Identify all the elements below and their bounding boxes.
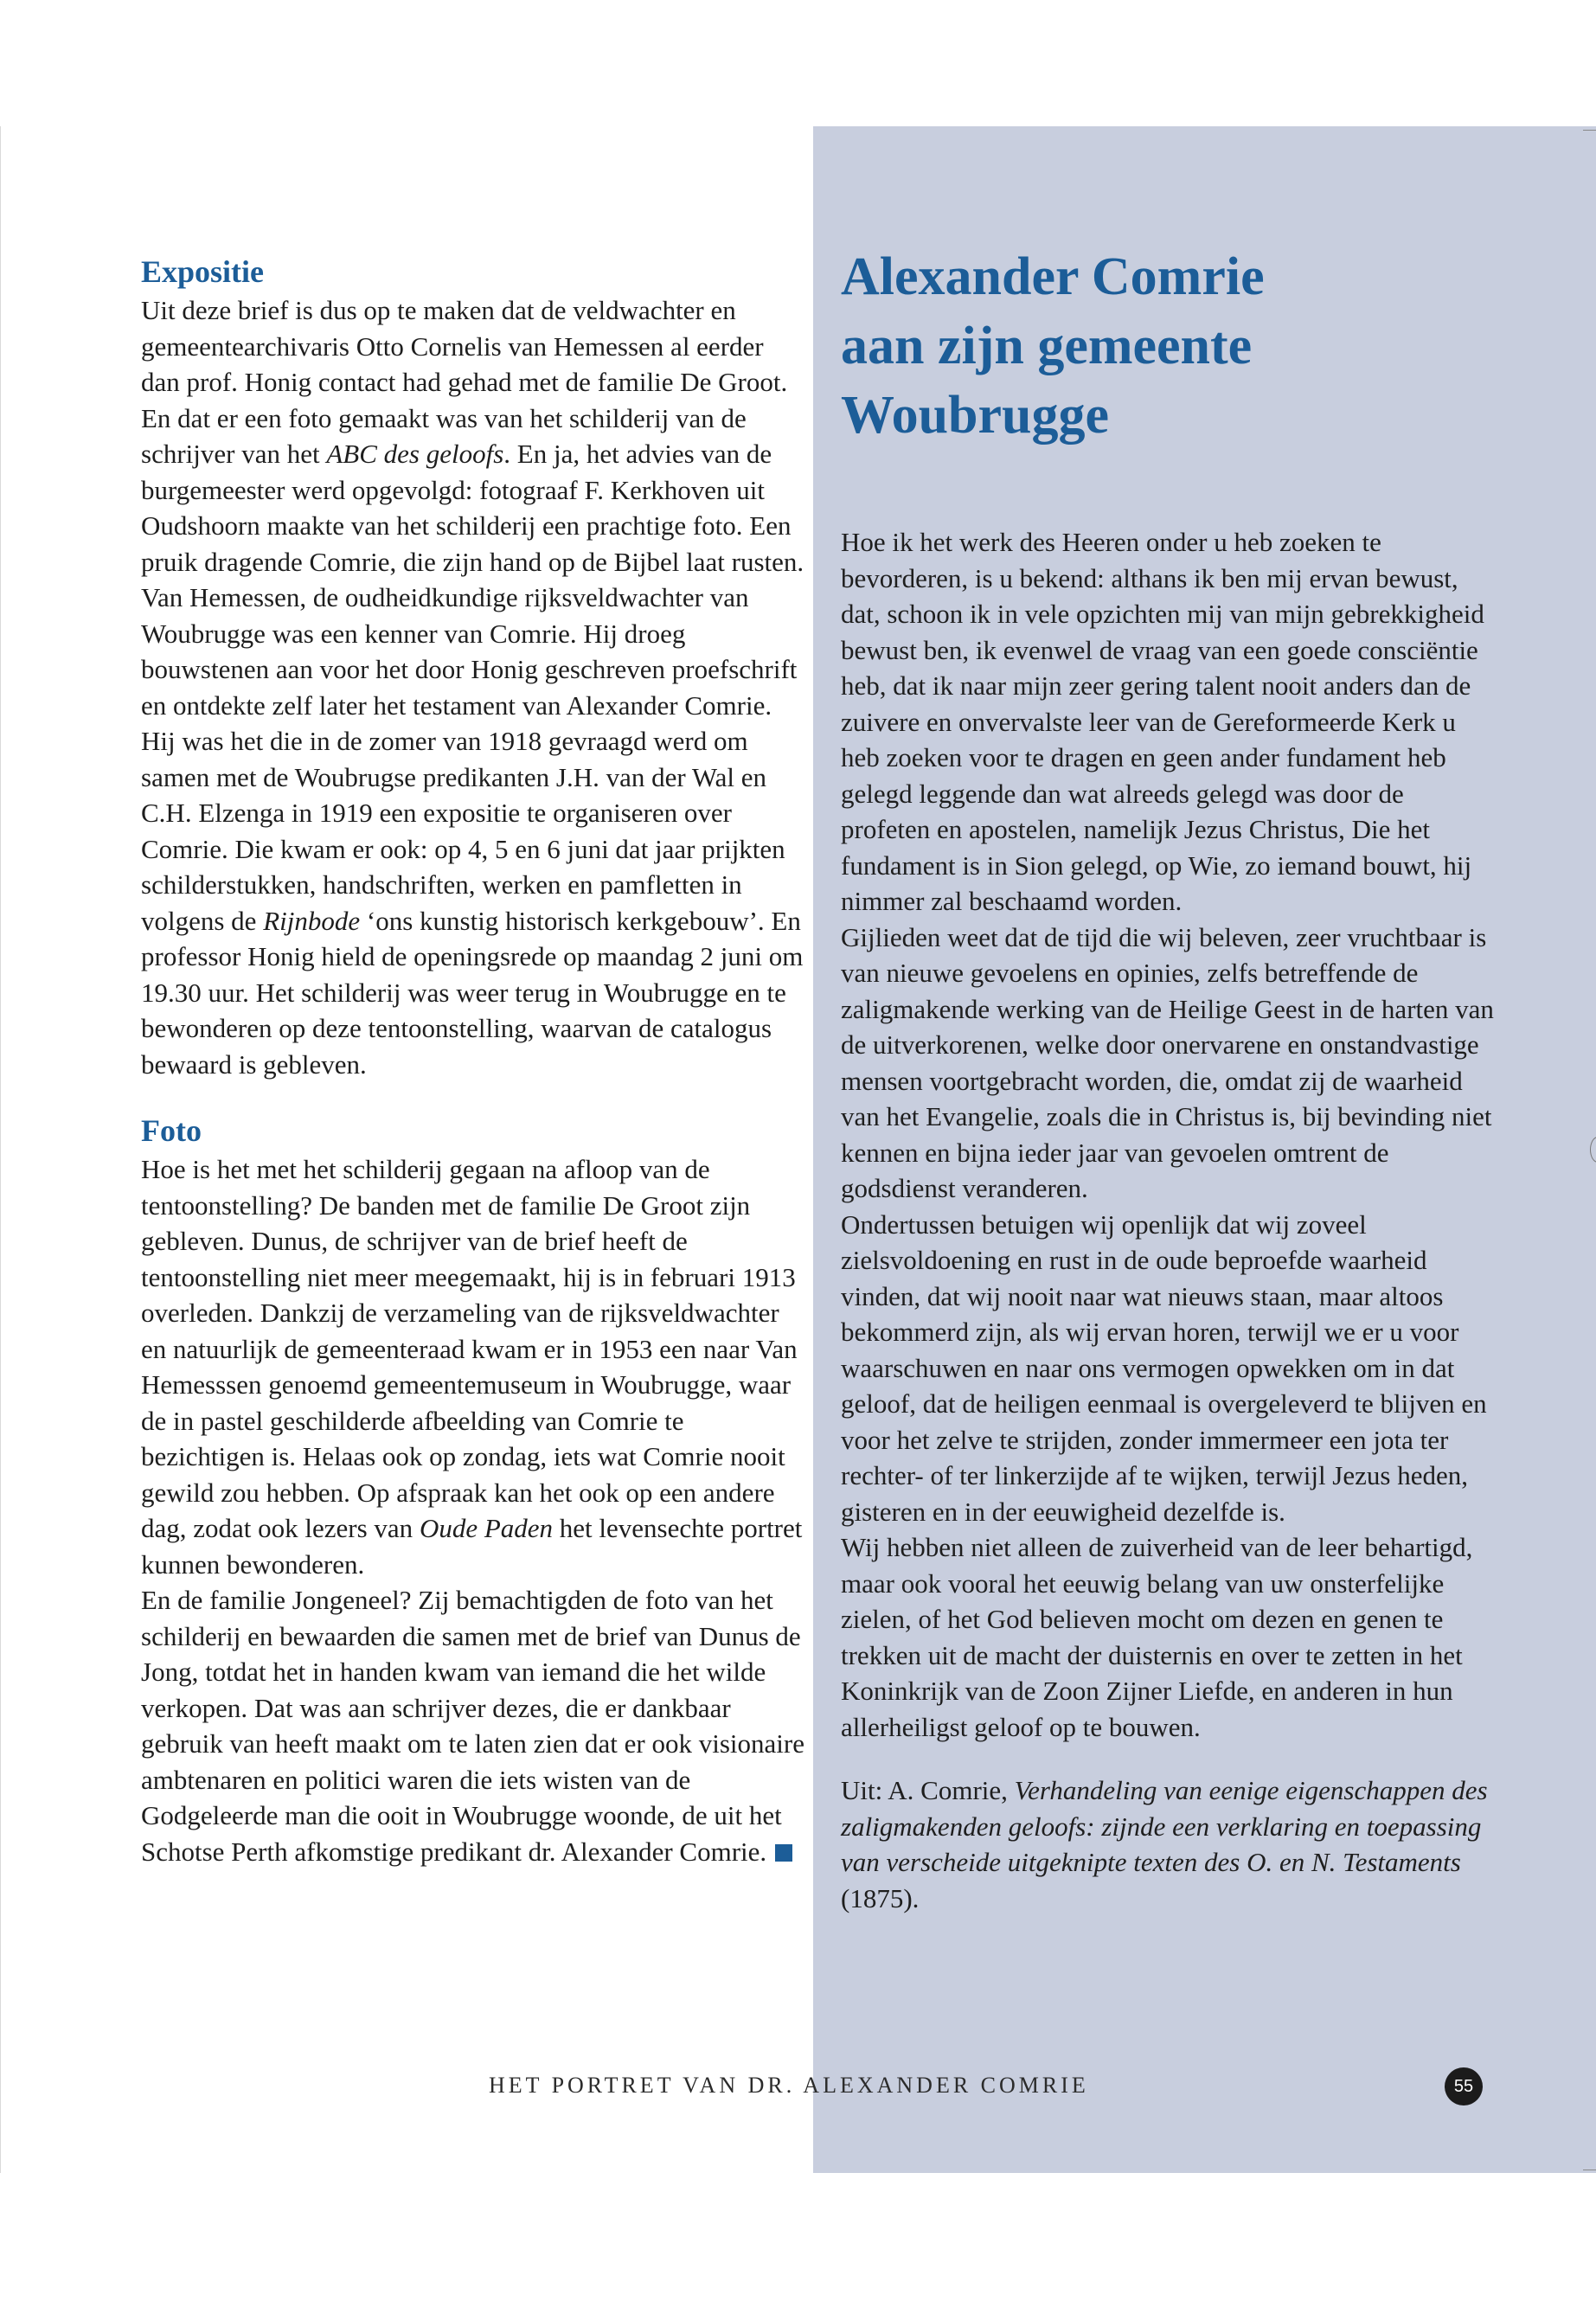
text-run: Hoe is het met het schilderij gegaan na afloop van de tentoonstelling? De banden met de familie De Groot zijn gebleven. Dunus, de schrijver van de brief heeft de tentoonstelling niet meer meegemaakt, hij is in februari 1913 overleden. Dankzij de verzameling van de rijksveldwachter en natuurlijk de gemeenteraad kwam er in 1953 een naar Van Hemesssen genoemd gemeentemuseum in Woubrugge, waar de in pastel geschilderde afbeelding van Comrie te bezichtigen is. Helaas ook op zondag, iets wat Comrie nooit gewild zou hebben. Op afspraak kan het ook op een andere dag, zodat ook lezers van bbox=[141, 1154, 798, 1543]
foto-paragraph-1 bbox=[141, 1151, 807, 1582]
text-run: Uit: A. Comrie, bbox=[841, 1775, 1015, 1805]
expositie-paragraph-2 bbox=[141, 580, 807, 1082]
foto-paragraph-2 bbox=[141, 1582, 807, 1869]
headline-line: Woubrugge bbox=[841, 386, 1110, 445]
text-run: Uit deze brief is dus op te maken dat de veldwachter en gemeentearchivaris Otto Cornelis van Hemessen al eerder dan prof. Honig contact had gehad met de familie De Groot. En dat er een foto gemaakt was van het schilderij van de schrijver van het bbox=[141, 295, 788, 469]
italic-book-title: ABC des geloofs bbox=[326, 439, 504, 469]
text-run: Van Hemessen, de oudheidkundige rijksveldwachter van Woubrugge was een kenner van Comrie. Hij droeg bouwstenen aan voor het door Honig geschreven proefschrift en ontdekte zelf later het testament van Alexander Comrie. Hij was het die in de zomer van 1918 gevraagd werd om samen met de Woubrugse predikanten J.H. van der Wal en C.H. Elzenga in 1919 een expositie te organiseren over Comrie. Die kwam er ook: op 4, 5 en 6 juni dat jaar prijkten schilderstukken, handschriften, werken en pamfletten in volgens de bbox=[141, 582, 798, 936]
crop-mark-top-right bbox=[1583, 130, 1596, 131]
quote-paragraph: Gijlieden weet dat de tijd die wij beleven, zeer vruchtbaar is van nieuwe gevoelens en opinies, zelfs betreffende de zaligmakende werking van de Heilige Geest in de harten van de uitverkorenen, welke door onervarene en onstandvastige mensen voortgebracht worden, die, omdat zij de waarheid van het Evangelie, zoals die in Christus is, bij bevinding niet kennen en bijna ieder jaar van gevoelen omtrent de godsdienst veranderen. bbox=[841, 921, 1494, 1203]
text-run: . En ja, het advies van de burgemeester werd opgevolgd: fotograaf F. Kerkhoven uit Oudshoorn maakte van het schilderij een prachtige foto. Een pruik dragende Comrie, die zijn hand op de Bijbel laat rusten. bbox=[141, 439, 804, 577]
crop-line-left bbox=[0, 126, 1, 2173]
source-citation bbox=[841, 1772, 1498, 1916]
running-footer: HET PORTRET VAN DR. ALEXANDER COMRIE bbox=[489, 2073, 1089, 2098]
end-of-article-icon bbox=[775, 1844, 792, 1862]
headline-line: Alexander Comrie bbox=[841, 247, 1265, 306]
headline-line: aan zijn gemeente bbox=[841, 317, 1253, 375]
expositie-paragraph-1 bbox=[141, 292, 807, 580]
text-run: het levensechte portret kunnen bewonderen. bbox=[141, 1513, 803, 1580]
text-run: ‘ons kunstig historisch kerkgebouw’. En professor Honig hield de openingsrede op maandag 2 juni om 19.30 uur. Het schilderij was weer terug in Woubrugge en te bewonderen op deze tentoonstelling, waarvan de catalogus bewaard is gebleven. bbox=[141, 905, 804, 1080]
quote-paragraph: Hoe ik het werk des Heeren onder u heb zoeken te bevorderen, is u bekend: althans ik ben mij ervan bewust, dat, schoon ik in vele opzichten mij van mijn gebrekkigheid bewust ben, ik evenwel de vraag van een goede consciëntie heb, dat ik naar mijn zeer gering talent nooit anders dan de zuivere en onvervalste leer van de Gereformeerde Kerk u heb zoeken voor te dragen en geen ander fundament heb gelegd leggende dan wat alreeds gelegd was door de profeten en apostelen, namelijk Jezus Christus, Die het fundament is in Sion gelegd, op Wie, zo iemand bouwt, hij nimmer zal beschaamd worden. bbox=[841, 527, 1484, 916]
italic-source-title: Verhandeling van eenige eigenschappen des zaligmakenden geloofs: zijnde een verklaring en toepassing van verscheide uitgeknipte texten des O. en N. Testaments bbox=[841, 1775, 1488, 1877]
section-heading-foto: Foto bbox=[141, 1113, 202, 1148]
sidebar-headline bbox=[841, 242, 1498, 450]
italic-publication: Rijnbode bbox=[263, 905, 361, 936]
page-number-badge: 55 bbox=[1445, 2067, 1483, 2106]
text-run: (1875). bbox=[841, 1882, 920, 1913]
section-heading-expositie: Expositie bbox=[141, 254, 265, 289]
article-column bbox=[141, 251, 807, 1869]
quote-paragraph: Ondertussen betuigen wij openlijk dat wij zoveel zielsvoldoening en rust in de oude beproefde waarheid vinden, dat wij nooit naar wat nieuws staan, maar altoos bekommerd zijn, als wij ervan horen, terwijl we er u voor waarschuwen en naar ons vermogen opwekken om in dat geloof, dat de heiligen eenmaal is overgeleverd te blijven en voor het zelve te strijden, zonder immermeer een jota ter rechter- of ter linkerzijde af te wijken, terwijl Jezus heden, gisteren en in der eeuwigheid dezelfde is. bbox=[841, 1208, 1487, 1527]
quote-paragraph: Wij hebben niet alleen de zuiverheid van de leer behartigd, maar ook vooral het eeuwig belang van uw onsterfelijke zielen, of het God believen mocht om dezen en genen te trekken uit de macht der duisternis en over te zetten in het Koninkrijk van de Zoon Zijner Liefde, en anderen in hun allerheiligst geloof op te bouwen. bbox=[841, 1532, 1473, 1742]
sidebar-column bbox=[841, 242, 1498, 1916]
text-run: En de familie Jongeneel? Zij bemachtigden de foto van het schilderij en bewaarden die samen met de brief van Dunus de Jong, totdat het in handen kwam van iemand die het wilde verkopen. Dat was aan schrijver dezes, die er dankbaar gebruik van heeft maakt om te laten zien dat er ook visionaire ambtenaren en politici waren die iets wisten van de Godgeleerde man die ooit in Woubrugge woonde, de uit het Schotse Perth afkomstige predikant dr. Alexander Comrie. bbox=[141, 1585, 804, 1867]
italic-magazine-title: Oude Paden bbox=[419, 1513, 554, 1543]
